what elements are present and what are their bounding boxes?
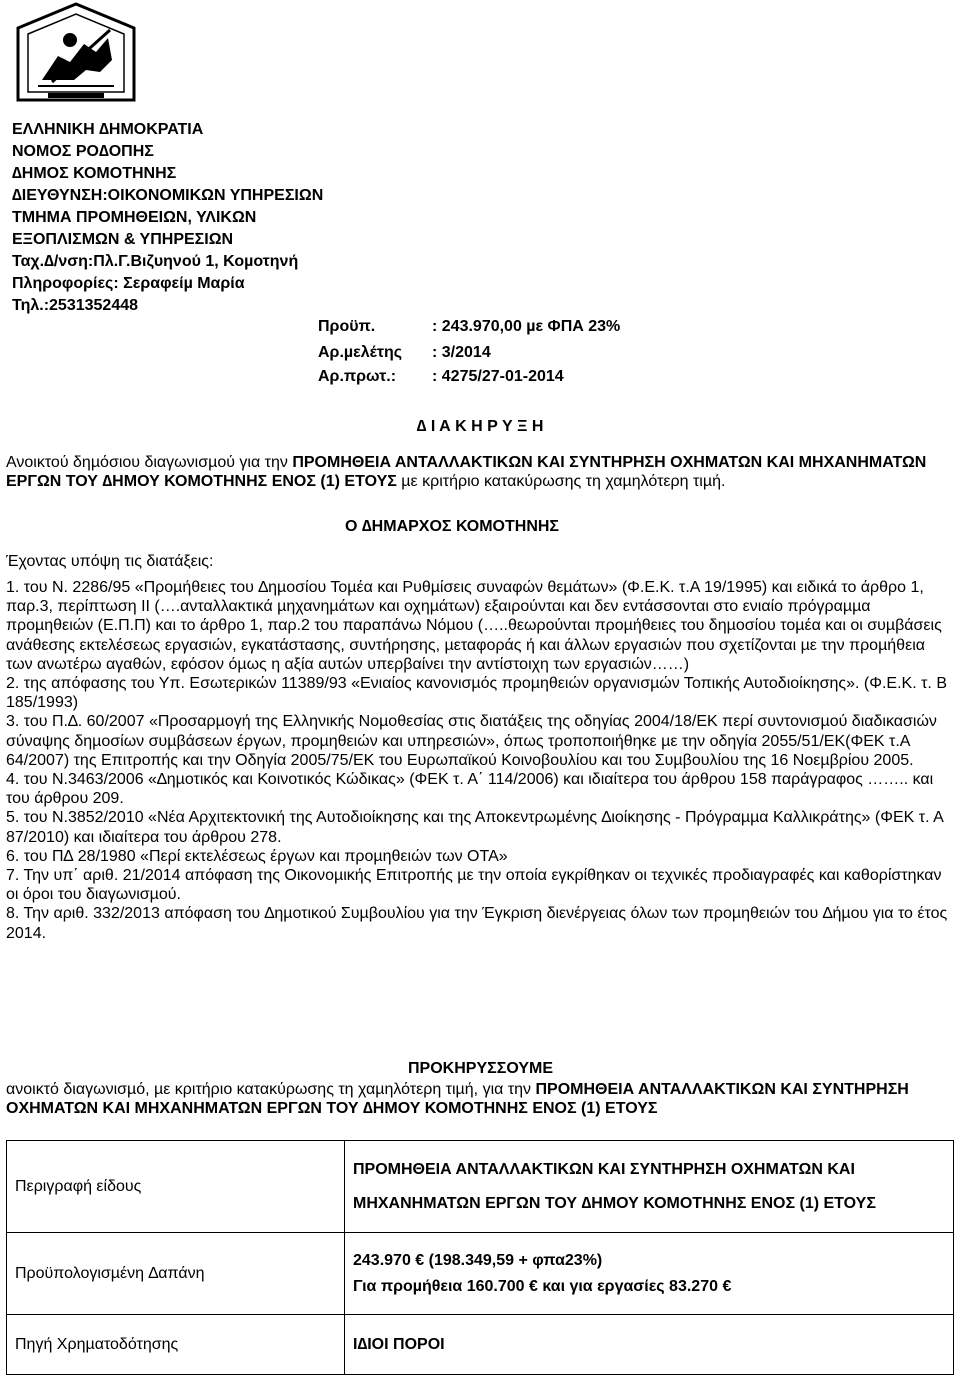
announce-heading: ΠΡΟΚΗΡΥΣΣΟΥΜΕ [408,1060,553,1077]
header-line: ΝΟΜΟΣ ΡΟ∆ΟΠΗΣ [12,143,154,160]
protocol-row [318,368,564,386]
header-line: ΤΜΗΜΑ ΠΡΟΜΗΘΕΙΩΝ, ΥΛΙΚΩΝ [12,209,257,226]
table-value-cell [345,1233,954,1315]
provision-item: 2. της απόφασης του Υπ. Εσωτερικών 11389/93 «Ενιαίος κανονισµός προµηθειών οργανισµών Τοπικής Αυτοδιοίκησης». (Φ.Ε.Κ. τ. Β 185/1993) [6,675,947,712]
header-line: Τηλ.:2531352448 [12,297,139,314]
announce-paragraph [6,1080,952,1118]
municipality-seal-logo [12,0,140,108]
header-line: Πληροφορίες: Σεραφείµ Μαρία [12,275,245,292]
table-row [7,1141,954,1233]
header-line: Ταχ.∆/νση:Πλ.Γ.Βιζυηνού 1, Κοµοτηνή [12,253,299,270]
table-value-cell: ΠΡΟΜΗΘΕΙΑ ΑΝΤΑΛΛΑΚΤΙΚΩΝ ΚΑΙ ΣΥΝΤΗΡΗΣΗ ΟΧΗΜΑΤΩΝ ΚΑΙ ΜΗΧΑΝΗΜΑΤΩΝ ΕΡΓΩΝ ΤΟΥ ∆ΗΜΟΥ ΚΟΜΟΤΗΝΗΣ ΕΝΟΣ (1) ΕΤΟΥΣ [345,1141,954,1233]
intro-suffix: µε κριτήριο κατακύρωσης τη χαµηλότερη τιµή. [396,473,726,490]
budget-row [318,318,620,336]
budget-value: : 243.970,00 µε ΦΠΑ 23% [432,318,621,335]
study-label: Αρ.µελέτης [318,344,403,361]
table-value-cell: Ι∆ΙΟΙ ΠΟΡΟΙ [345,1315,954,1375]
budget-split: Για προµήθεια 160.700 € και για εργασίες 83.270 € [353,1277,732,1295]
specification-table [6,1140,954,1375]
header-line: ΕΞΟΠΛΙΣΜΩΝ & ΥΠΗΡΕΣΙΩΝ [12,231,234,248]
provision-item: 7. Την υπ΄ αριθ. 21/2014 απόφαση της Οικονοµικής Επιτροπής µε την οποία εγκρίθηκαν οι τεχνικές προδιαγραφές και καθορίστηκαν οι όροι του διαγωνισµού. [6,867,942,904]
study-value: : 3/2014 [432,344,491,361]
table-row [7,1315,954,1375]
study-row [318,344,491,362]
header-line: ΕΛΛΗΝΙΚΗ ∆ΗΜΟΚΡΑΤΙΑ [12,121,204,138]
provision-item: 6. του Π∆ 28/1980 «Περί εκτελέσεως έργων και προµηθειών των ΟΤΑ» [6,847,508,865]
provision-item: 1. του Ν. 2286/95 «Προµήθειες του ∆ηµοσίου Τοµέα και Ρυθµίσεις συναφών θεµάτων» (Φ.Ε.Κ. τ.Α 19/1995) και ειδικά το άρθρο 1, παρ.3, περίπτωση ΙΙ (….ανταλλακτικά µηχανηµάτων και οχηµάτων) εξαιρούνται και δεν εντάσσονται στο ενιαίο πρόγραµµα προµηθειών (Ε.Π.Π) και το άρθρο 1, παρ.2 του παραπάνω Νόµου (…..θεωρούνται προµήθειες του δηµοσίου τοµέα και οι συµβάσεις ανάθεσης εκτελέσεως εργασιών, εγκατάστασης, συντήρησης, µεταφοράς ή και άλλων εργασιών που σχετίζονται µε την προµήθεια των ανωτέρω αγαθών, εφόσον όµως η αξία αυτών υπερβαίνει την αντίστοιχη των εργασιών……) [6,579,942,673]
announce-prefix: ανοικτό διαγωνισµό, µε κριτήριο κατακύρωσης τη χαµηλότερη τιµή, για την [6,1081,536,1098]
intro-paragraph [6,453,952,491]
provision-item: 8. Την αριθ. 332/2013 απόφαση του ∆ηµοτικού Συµβουλίου για την Έγκριση διενέργειας όλων των προµηθειών του ∆ήµου για το έτος 2014. [6,905,948,942]
provisions-list [6,578,952,943]
table-row [7,1233,954,1315]
provision-item: 4. του Ν.3463/2006 «∆ηµοτικός και Κοινοτικός Κώδικας» (ΦΕΚ τ. Α΄ 114/2006) και ιδιαίτερα του άρθρου 158 παράγραφος …….. και του άρθρου 209. [6,771,934,808]
announce-bold: ΠΡΟΜΗΘΕΙΑ ΑΝΤΑΛΛΑΚΤΙΚΩΝ ΚΑΙ ΣΥΝΤΗΡΗΣΗ ΟΧΗΜΑΤΩΝ ΚΑΙ ΜΗΧΑΝΗΜΑΤΩΝ ΕΡΓΩΝ ΤΟΥ ∆ΗΜΟΥ ΚΟΜΟΤΗΝΗΣ ΕΝΟΣ (1) ΕΤΟΥΣ [6,1081,909,1117]
table-label-cell: Πηγή Χρηµατοδότησης [7,1315,345,1375]
considering-label: Έχοντας υπόψη τις διατάξεις: [6,553,214,570]
table-label-cell: Προϋπολογισµένη ∆απάνη [7,1233,345,1315]
intro-prefix: Ανοικτού δηµόσιου διαγωνισµού για την [6,454,293,471]
protocol-label: Αρ.πρωτ.: [318,368,397,385]
protocol-value: : 4275/27-01-2014 [432,368,564,385]
provision-item: 5. του Ν.3852/2010 «Νέα Αρχιτεκτονική της Αυτοδιοίκησης και της Αποκεντρωµένης ∆ιοίκησης - Πρόγραµµα Καλλικράτης» (ΦΕΚ τ. Α 87/2010) και ιδιαίτερα του άρθρου 278. [6,809,943,846]
header-line: ∆ΙΕΥΘΥΝΣΗ:ΟΙΚΟΝΟΜΙΚΩΝ ΥΠΗΡΕΣΙΩΝ [12,187,324,204]
header-line: ∆ΗΜΟΣ ΚΟΜΟΤΗΝΗΣ [12,165,177,182]
intro-bold: ΠΡΟΜΗΘΕΙΑ ΑΝΤΑΛΛΑΚΤΙΚΩΝ ΚΑΙ ΣΥΝΤΗΡΗΣΗ ΟΧΗΜΑΤΩΝ ΚΑΙ ΜΗΧΑΝΗΜΑΤΩΝ ΕΡΓΩΝ ΤΟΥ ∆ΗΜΟΥ ΚΟΜΟΤΗΝΗΣ ΕΝΟΣ (1) ΕΤΟΥΣ [6,454,927,490]
table-label-cell: Περιγραφή είδους [7,1141,345,1233]
budget-label: Προϋπ. [318,318,376,335]
budget-breakdown: 243.970 € (198.349,59 + φπα23%) [353,1251,603,1269]
provision-item: 3. του Π.∆. 60/2007 «Προσαρµογή της Ελληνικής Νοµοθεσίας στις διατάξεις της οδηγίας 2004/18/ΕΚ περί συντονισµού διαδικασιών σύναψης δηµοσίων συµβάσεων έργων, προµηθειών και υπηρεσιών», όπως τροποποιήθηκε µε την οδηγία 2055/51/ΕΚ(ΦΕΚ τ.Α 64/2007) της Επιτροπής και την Οδηγία 2005/75/ΕΚ του Ευρωπαϊκού Κοινοβουλίου και του Συµβουλίου της 16 Νοεµβρίου 2005. [6,713,937,769]
document-title: ∆ Ι Α Κ Η Ρ Υ Ξ Η [416,418,544,435]
mayor-heading: Ο ∆ΗΜΑΡΧΟΣ ΚΟΜΟΤΗΝΗΣ [345,518,560,535]
